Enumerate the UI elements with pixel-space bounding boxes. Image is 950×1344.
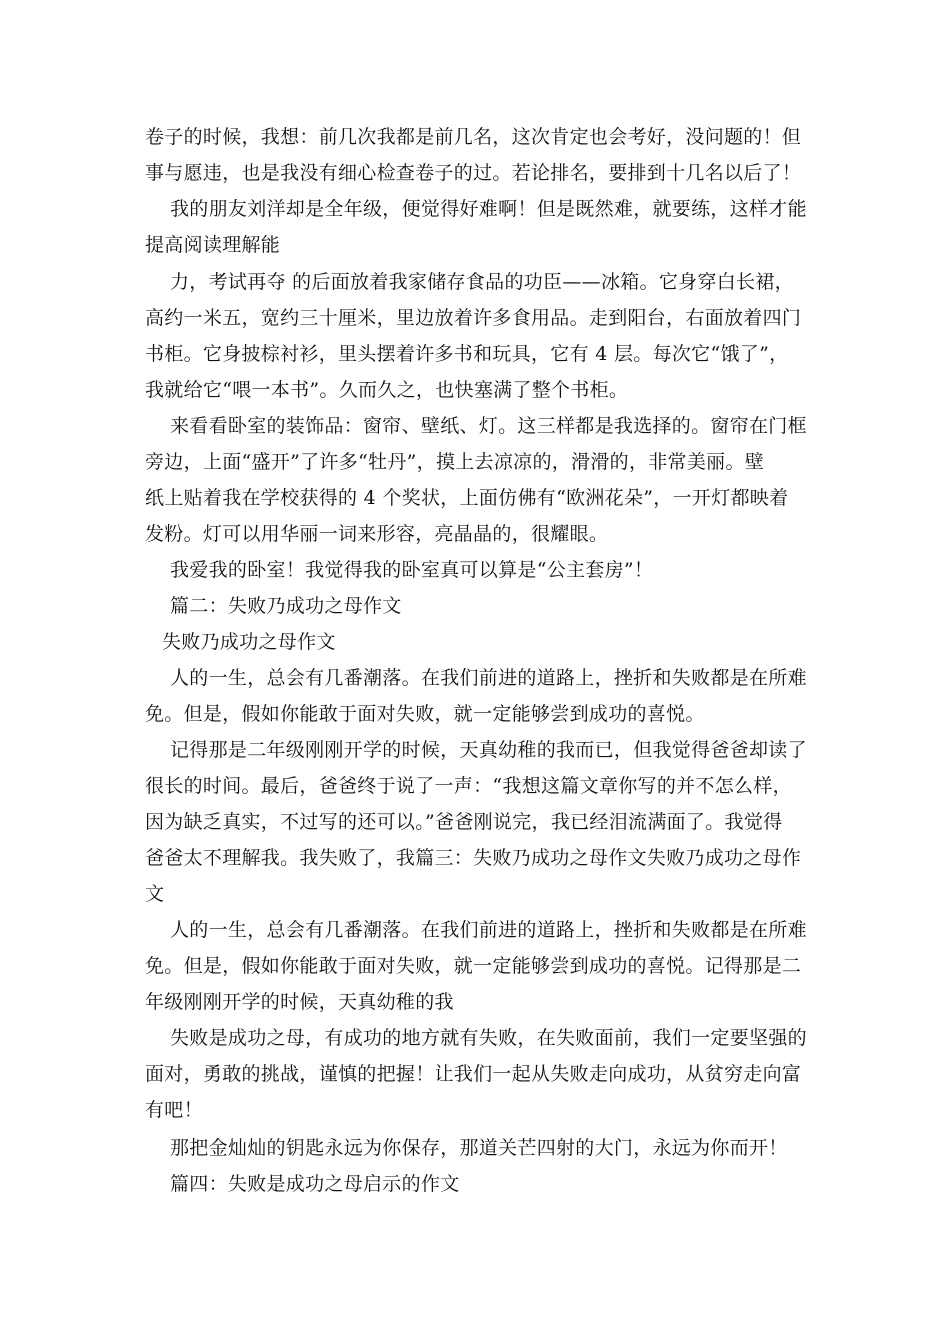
text-line: 书柜。它身披棕衬衫，里头摆着许多书和玩具，它有 4 层。每次它“饿了”，	[145, 343, 789, 365]
article-title: 失败乃成功之母作文	[162, 631, 336, 653]
paragraph-start: 人的一生，总会有几番潮落。在我们前进的道路上，挫折和失败都是在所难	[170, 667, 807, 689]
paragraph-start: 失败是成功之母，有成功的地方就有失败，在失败面前，我们一定要坚强的	[170, 1027, 807, 1049]
text-line: 有吧！	[145, 1099, 203, 1121]
section-heading: 篇四：失败是成功之母启示的作文	[170, 1173, 460, 1195]
paragraph-start: 来看看卧室的装饰品：窗帘、壁纸、灯。这三样都是我选择的。窗帘在门框	[170, 415, 807, 437]
paragraph-start: 记得那是二年级刚刚开学的时候，天真幼稚的我而已，但我觉得爸爸却读了	[170, 739, 807, 761]
section-heading: 篇二：失败乃成功之母作文	[170, 595, 402, 617]
paragraph-start: 我的朋友刘洋却是全年级，便觉得好难啊！但是既然难，就要练，这样才能	[170, 198, 807, 220]
text-line: 免。但是，假如你能敢于面对失败，就一定能够尝到成功的喜悦。记得那是二	[145, 955, 802, 977]
paragraph-start: 人的一生，总会有几番潮落。在我们前进的道路上，挫折和失败都是在所难	[170, 919, 807, 941]
text-line: 爸爸太不理解我。我失败了，我篇三：失败乃成功之母作文失败乃成功之母作	[145, 847, 802, 869]
text-line: 年级刚刚开学的时候，天真幼稚的我	[145, 991, 454, 1013]
paragraph-start: 那把金灿灿的钥匙永远为你保存，那道关芒四射的大门，永远为你而开！	[170, 1137, 788, 1159]
text-line: 事与愿违，也是我没有细心检查卷子的过。若论排名，要排到十几名以后了！	[145, 162, 802, 184]
text-line: 因为缺乏真实，不过写的还可以。”爸爸刚说完，我已经泪流满面了。我觉得	[145, 811, 783, 833]
text-line: 卷子的时候，我想：前几次我都是前几名，这次肯定也会考好，没问题的！但	[145, 126, 802, 148]
text-line: 很长的时间。最后，爸爸终于说了一声：“我想这篇文章你写的并不怎么样，	[145, 775, 792, 797]
text-line: 提高阅读理解能	[145, 234, 281, 256]
text-line: 高约一米五，宽约三十厘米，里边放着许多食用品。走到阳台，右面放着四门	[145, 307, 802, 329]
text-line: 我就给它“喂一本书”。久而久之，也快塞满了整个书柜。	[145, 379, 629, 401]
text-line: 面对，勇敢的挑战，谨慎的把握！让我们一起从失败走向成功，从贫穷走向富	[145, 1063, 802, 1085]
paragraph-start: 我爱我的卧室！我觉得我的卧室真可以算是“公主套房”！	[170, 559, 654, 581]
paragraph-start: 力，考试再夺 的后面放着我家储存食品的功臣——冰箱。它身穿白长裙，	[170, 271, 794, 293]
text-line: 旁边，上面“盛开”了许多“牡丹”，摸上去凉凉的，滑滑的，非常美丽。壁	[145, 451, 765, 473]
text-line: 免。但是，假如你能敢于面对失败，就一定能够尝到成功的喜悦。	[145, 703, 705, 725]
text-line: 发粉。灯可以用华丽一词来形容，亮晶晶的，很耀眼。	[145, 523, 609, 545]
text-line: 文	[145, 883, 165, 905]
text-line: 纸上贴着我在学校获得的 4 个奖状，上面仿佛有“欧洲花朵”，一开灯都映着	[145, 487, 789, 509]
